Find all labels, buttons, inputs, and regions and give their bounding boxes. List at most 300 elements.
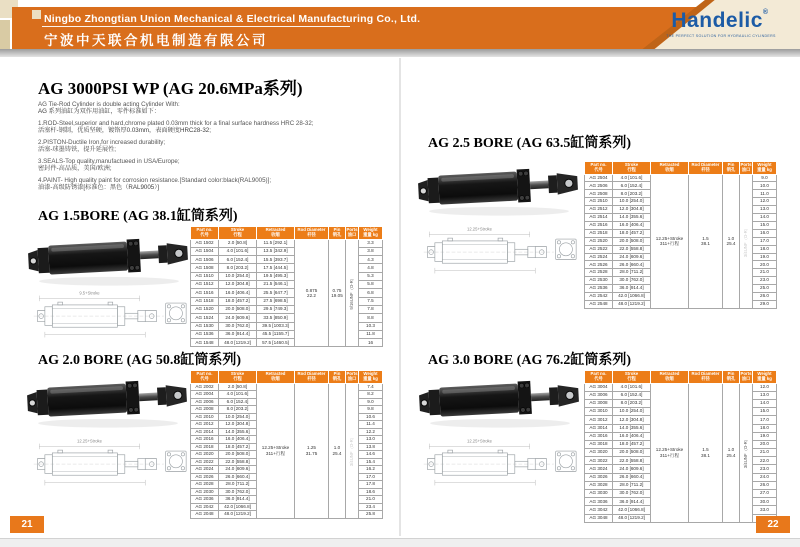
column-header: Pin 销孔 [723, 162, 740, 175]
table-cell: 13.0 [753, 206, 777, 214]
merged-cell: 12.25+Stroke 311+行程 [651, 174, 689, 308]
table-cell: 14.6 [359, 451, 383, 459]
table-cell: 6.0 [152.4] [613, 391, 651, 399]
merged-cell: 3/4UNF（O-R） [346, 383, 359, 518]
merged-cell: 1.5 38.1 [689, 174, 723, 308]
table-cell: AG 1516 [191, 289, 219, 297]
table-cell: 14.0 [753, 399, 777, 407]
section-title-ag30: AG 3.0 BORE (AG 76.2缸筒系列) [428, 353, 631, 368]
table-cell: AG 2008 [191, 406, 219, 414]
intro-line-cn: 活塞-球墨铸铁，提升延展性; [38, 146, 117, 153]
column-header: Ports 油口 [346, 227, 359, 240]
table-cell: AG 2016 [191, 436, 219, 444]
table-cell: 57.5 [1460.5] [257, 339, 295, 347]
intro-line-cn: 活塞杆-钢制，优质坚硬，镀铬厚0.03mm，表面硬度HRC28-32; [38, 127, 211, 134]
table-cell: 25.0 [753, 285, 777, 293]
table-cell: 17.5 [444.5] [257, 264, 295, 272]
table-cell: 48.0 [1219.2] [613, 514, 651, 522]
table-cell: 4.0 [101.6] [219, 247, 257, 255]
section-title-ag20: AG 2.0 BORE (AG 50.8缸筒系列) [38, 353, 241, 368]
column-header: Stroke 行程 [613, 162, 651, 175]
column-header: Retracted 收缩 [651, 162, 689, 175]
table-cell: 18.0 [753, 245, 777, 253]
registered-mark: ® [762, 9, 769, 16]
table-cell: AG 2018 [191, 443, 219, 451]
table-cell: AG 2510 [585, 198, 613, 206]
intro-line-cn: 油漆-高级防锈漆[标准色：黑色（RAL9005）] [38, 184, 160, 191]
table-cell: AG 2014 [191, 428, 219, 436]
table-cell: 22.0 [753, 457, 777, 465]
merged-cell: 12.25+Stroke 311+行程 [257, 383, 295, 518]
technical-drawing [30, 290, 188, 344]
table-cell: 20.0 [753, 440, 777, 448]
merged-cell: 1.0 25.4 [329, 383, 346, 518]
table-cell: AG 2524 [585, 253, 613, 261]
column-header: Pin 销孔 [723, 371, 740, 384]
table-cell: AG 1502 [191, 239, 219, 247]
table-cell: 20.0 [753, 261, 777, 269]
spec-table-ag25 [584, 161, 777, 309]
column-header: Retracted 收缩 [257, 227, 295, 240]
table-cell: 42.0 [1066.8] [613, 506, 651, 514]
table-cell: 6.0 [152.4] [219, 398, 257, 406]
intro-item [38, 139, 386, 154]
table-cell: AG 3036 [585, 498, 613, 506]
intro-item [38, 177, 386, 192]
table-cell: 48.0 [1219.2] [219, 339, 257, 347]
table-cell: 4.0 [101.6] [219, 391, 257, 399]
spec-table-ag15 [190, 226, 383, 347]
table-cell: 10.6 [359, 413, 383, 421]
table-cell: 12.0 [753, 198, 777, 206]
table-cell: 11.5 [292.1] [257, 239, 295, 247]
table-cell: AG 3026 [585, 473, 613, 481]
column-header: Rod Diameter 杆径 [689, 162, 723, 175]
column-header: Part no. 代号 [585, 162, 613, 175]
table-cell: 11.0 [753, 190, 777, 198]
table-cell: AG 2010 [191, 413, 219, 421]
table-cell: 16.2 [359, 466, 383, 474]
merged-cell: 12.25+Stroke 311+行程 [651, 383, 689, 522]
table-cell: 20.0 [508.0] [613, 237, 651, 245]
table-cell: AG 3022 [585, 457, 613, 465]
table-cell: 18.0 [753, 424, 777, 432]
table-cell: 16.0 [753, 229, 777, 237]
table-cell: 26.0 [753, 481, 777, 489]
table-cell: 23.0 [753, 465, 777, 473]
decor-square [0, 20, 10, 50]
table-cell: AG 2002 [191, 383, 219, 391]
table-cell: 10.0 [254.0] [219, 413, 257, 421]
table-cell: AG 2516 [585, 221, 613, 229]
table-cell: 7.4 [359, 383, 383, 391]
merged-cell: 1.5 38.1 [689, 383, 723, 522]
table-cell: 12.0 [753, 383, 777, 391]
table-cell: AG 3012 [585, 416, 613, 424]
table-cell: 15.0 [753, 221, 777, 229]
spec-table [190, 226, 383, 347]
cylinder-photo [24, 364, 192, 432]
table-cell: AG 2528 [585, 269, 613, 277]
table-cell: 20.0 [508.0] [219, 305, 257, 313]
column-header: Ports 油口 [740, 162, 753, 175]
column-header: Retracted 收缩 [651, 371, 689, 384]
table-row [191, 383, 383, 391]
table-cell: 4.8 [359, 264, 383, 272]
table-cell: 9.0 [753, 174, 777, 182]
table-cell: 24.0 [609.6] [613, 465, 651, 473]
table-cell: 3.3 [359, 239, 383, 247]
table-cell: 20.0 [508.0] [613, 449, 651, 457]
table-cell: 28.0 [711.2] [613, 269, 651, 277]
merged-cell: 1.0 25.4 [723, 383, 740, 522]
table-cell: 2.0 [50.8] [219, 383, 257, 391]
table-cell: 36.0 [914.4] [613, 498, 651, 506]
table-cell: 8.0 [203.2] [613, 190, 651, 198]
table-cell: 24.0 [609.6] [219, 466, 257, 474]
table-cell: 2.0 [50.8] [219, 239, 257, 247]
table-cell: 14.0 [355.6] [219, 428, 257, 436]
table-cell: 26.0 [660.4] [613, 261, 651, 269]
table-cell: AG 2512 [585, 206, 613, 214]
table-cell: 14.0 [355.6] [613, 214, 651, 222]
table-cell: AG 2506 [585, 182, 613, 190]
table-cell: AG 2026 [191, 473, 219, 481]
table-cell: AG 1510 [191, 272, 219, 280]
company-name-cn: 宁波中天联合机电制造有限公司 [44, 33, 268, 48]
spec-table [190, 370, 383, 519]
table-cell: 26.0 [660.4] [613, 473, 651, 481]
table-cell: AG 2530 [585, 277, 613, 285]
column-header: Weight 重量 kg [359, 371, 383, 384]
table-cell: 17.0 [753, 416, 777, 424]
column-header: Pin 销孔 [329, 227, 346, 240]
column-header: Part no. 代号 [191, 371, 219, 384]
table-cell: AG 2004 [191, 391, 219, 399]
intro-line-en: 1.ROD-Steel,superior and hard,chrome plated 0.03mm thick for a final surface hardness HRC 28-32; [38, 120, 314, 127]
merged-cell: 3/4UNF（O-R） [740, 174, 753, 308]
table-cell: 17.8 [359, 481, 383, 489]
table-cell: 21.0 [359, 496, 383, 504]
table-cell: 24.0 [753, 473, 777, 481]
table-cell: AG 1508 [191, 264, 219, 272]
intro-line-en: 2.PISTON-Ductile Iron,for increased durability; [38, 139, 166, 146]
intro-text [38, 101, 386, 196]
table-cell: 16.0 [406.4] [219, 289, 257, 297]
intro-line-en: 3.SEALS-Top quality,manufactueed in USA/Europe; [38, 158, 180, 165]
column-header: Stroke 行程 [219, 227, 257, 240]
technical-drawing [30, 438, 188, 492]
section-title-ag25: AG 2.5 BORE (AG 63.5缸筒系列) [428, 136, 631, 151]
table-cell: 30.0 [762.0] [613, 277, 651, 285]
column-header: Pin 销孔 [329, 371, 346, 384]
table-cell: 6.0 [152.4] [613, 182, 651, 190]
technical-drawing [420, 226, 578, 280]
table-cell: 15.4 [359, 458, 383, 466]
table-cell: 30.0 [753, 498, 777, 506]
company-name-en: Ningbo Zhongtian Union Mechanical & Electrical Manufacturing Co., Ltd. [44, 13, 421, 25]
intro-line-en: 4.PAINT- High quality paint for corrosion resistance.[Standard color:black(RAL9005)]; [38, 177, 272, 184]
table-cell: 21.5 [546.1] [257, 281, 295, 289]
table-cell: AG 2542 [585, 292, 613, 300]
table-cell: 14.0 [753, 214, 777, 222]
table-cell: 18.0 [457.2] [219, 297, 257, 305]
decor-square [32, 10, 41, 19]
column-header: Rod Diameter 杆径 [689, 371, 723, 384]
table-cell: AG 2024 [191, 466, 219, 474]
table-cell: AG 1536 [191, 330, 219, 338]
table-cell: 48.0 [1219.2] [613, 300, 651, 308]
spec-table-ag20 [190, 370, 383, 519]
table-cell: AG 3006 [585, 391, 613, 399]
table-cell: AG 2036 [191, 496, 219, 504]
dimension-label: 12.25+Stroke [467, 438, 492, 444]
column-header: Rod Diameter 杆径 [295, 371, 329, 384]
column-header: Part no. 代号 [191, 227, 219, 240]
table-cell: 8.8 [359, 314, 383, 322]
column-header: Weight 重量 kg [359, 227, 383, 240]
page-divider [399, 58, 401, 536]
table-cell: AG 3028 [585, 481, 613, 489]
merged-cell: 0.75 19.05 [329, 239, 346, 347]
logo-text: Handelic [671, 9, 763, 32]
table-cell: 22.0 [558.8] [219, 458, 257, 466]
table-cell: 9.0 [359, 398, 383, 406]
table-cell: AG 3008 [585, 399, 613, 407]
table-cell: AG 2536 [585, 285, 613, 293]
table-cell: AG 2520 [585, 237, 613, 245]
intro-line-cn: 密封件-高品质，美国/欧洲; [38, 165, 112, 172]
table-cell: 19.5 [495.3] [257, 272, 295, 280]
table-cell: 42.0 [1066.8] [219, 503, 257, 511]
divider [42, 26, 350, 27]
table-cell: AG 2030 [191, 488, 219, 496]
table-cell: 3.8 [359, 247, 383, 255]
table-cell: AG 1548 [191, 339, 219, 347]
table-cell: 15.0 [753, 408, 777, 416]
table-cell: AG 2006 [191, 398, 219, 406]
table-cell: AG 2504 [585, 174, 613, 182]
table-cell: AG 2020 [191, 451, 219, 459]
column-header: Retracted 收缩 [257, 371, 295, 384]
table-cell: 10.0 [254.0] [613, 408, 651, 416]
table-cell: 29.5 [749.3] [257, 305, 295, 313]
dimension-label: 12.25+Stroke [467, 226, 492, 232]
table-cell: 27.0 [753, 490, 777, 498]
table-cell: 28.0 [711.2] [613, 481, 651, 489]
table-cell: AG 3010 [585, 408, 613, 416]
cylinder-photo [26, 222, 192, 290]
table-cell: 12.0 [304.8] [613, 416, 651, 424]
table-cell: 18.0 [457.2] [613, 229, 651, 237]
table-cell: 13.0 [359, 436, 383, 444]
table-cell: 11.4 [359, 421, 383, 429]
column-header: Rod Diameter 杆径 [295, 227, 329, 240]
table-cell: 14.0 [355.6] [613, 424, 651, 432]
table-cell: 16.0 [406.4] [219, 436, 257, 444]
cylinder-photo [416, 364, 584, 432]
table-cell: 18.0 [457.2] [613, 440, 651, 448]
table-cell: 8.2 [359, 391, 383, 399]
table-cell: AG 3042 [585, 506, 613, 514]
table-cell: 8.0 [203.2] [219, 406, 257, 414]
handelic-logo [654, 9, 786, 33]
table-cell: AG 3014 [585, 424, 613, 432]
spec-table [584, 161, 777, 309]
column-header: Ports 油口 [346, 371, 359, 384]
table-cell: AG 3016 [585, 432, 613, 440]
table-cell: 17.0 [359, 473, 383, 481]
table-cell: 18.6 [359, 488, 383, 496]
table-cell: 24.0 [609.6] [613, 253, 651, 261]
table-cell: AG 1524 [191, 314, 219, 322]
table-cell: 42.0 [1066.8] [613, 292, 651, 300]
intro-item [38, 158, 386, 173]
table-cell: 13.5 [342.9] [257, 247, 295, 255]
table-cell: 18.0 [457.2] [219, 443, 257, 451]
table-cell: 33.0 [753, 506, 777, 514]
table-cell: AG 2042 [191, 503, 219, 511]
technical-drawing [420, 438, 578, 492]
cylinder-photo [416, 152, 582, 220]
table-cell: AG 2012 [191, 421, 219, 429]
page-number-left: 21 [10, 516, 44, 533]
table-cell: 12.0 [304.8] [219, 421, 257, 429]
merged-cell: 1.0 25.4 [723, 174, 740, 308]
table-cell: 4.0 [101.6] [613, 383, 651, 391]
table-cell: 5.3 [359, 272, 383, 280]
table-cell: 10.0 [753, 182, 777, 190]
table-cell: 16 [359, 339, 383, 347]
table-cell: 36.0 [914.4] [613, 285, 651, 293]
table-row [585, 174, 777, 182]
table-cell: AG 2022 [191, 458, 219, 466]
table-cell: AG 1518 [191, 297, 219, 305]
table-cell: 29.0 [753, 300, 777, 308]
table-cell: AG 1520 [191, 305, 219, 313]
intro-item [38, 101, 386, 116]
table-cell: AG 2526 [585, 261, 613, 269]
column-header: Weight 重量 kg [753, 162, 777, 175]
table-cell: 22.0 [558.8] [613, 245, 651, 253]
table-cell: 10.0 [254.0] [219, 272, 257, 280]
page-title: AG 3000PSI WP (AG 20.6MPa系列) [38, 79, 303, 98]
header-gray-strip [0, 49, 800, 57]
merged-cell: 9/16UNF（O-R） [346, 239, 359, 347]
table-cell: AG 2028 [191, 481, 219, 489]
table-cell: 30.0 [762.0] [613, 490, 651, 498]
table-cell: 12.0 [304.8] [613, 206, 651, 214]
dimension-label: 12.25+Stroke [77, 438, 102, 444]
table-cell: AG 3004 [585, 383, 613, 391]
table-cell: 33.5 [850.9] [257, 314, 295, 322]
table-cell: 23.0 [753, 277, 777, 285]
table-cell: AG 2508 [585, 190, 613, 198]
table-cell: 19.0 [753, 432, 777, 440]
table-cell: 11.8 [359, 330, 383, 338]
merged-cell: 1.25 31.75 [295, 383, 329, 518]
table-cell: 27.5 [698.5] [257, 297, 295, 305]
section-title-ag15: AG 1.5BORE (AG 38.1缸筒系列) [38, 209, 238, 224]
table-cell: AG 3020 [585, 449, 613, 457]
table-cell: 13.0 [753, 391, 777, 399]
table-cell: 21.0 [753, 449, 777, 457]
table-cell: 16.0 [406.4] [613, 432, 651, 440]
merged-cell: 0.875 22.2 [295, 239, 329, 347]
column-header: Weight 重量 kg [753, 371, 777, 384]
dimension-label: 9.5+Stroke [79, 290, 100, 296]
spec-table [584, 370, 777, 523]
table-cell: 19.0 [753, 253, 777, 261]
table-cell: AG 3048 [585, 514, 613, 522]
table-cell: 30.0 [762.0] [219, 488, 257, 496]
table-cell: 8.0 [203.2] [219, 264, 257, 272]
table-cell: 4.0 [101.6] [613, 174, 651, 182]
merged-cell: 3/4UNF（O-R） [740, 383, 753, 522]
table-cell: 12.2 [359, 428, 383, 436]
table-cell: 22.0 [558.8] [613, 457, 651, 465]
table-cell: 7.8 [359, 305, 383, 313]
table-cell: 28.0 [711.2] [219, 481, 257, 489]
table-cell: 45.5 [1155.7] [257, 330, 295, 338]
table-cell: AG 3024 [585, 465, 613, 473]
table-cell: 17.0 [753, 237, 777, 245]
table-cell: 6.8 [359, 289, 383, 297]
spec-table-ag30 [584, 370, 777, 523]
table-row [585, 383, 777, 391]
table-row [191, 239, 383, 247]
table-cell: 16.0 [406.4] [613, 221, 651, 229]
table-cell: 25.8 [359, 511, 383, 519]
table-cell: 26.0 [660.4] [219, 473, 257, 481]
table-cell: 20.0 [508.0] [219, 451, 257, 459]
table-cell: 36.0 [914.4] [219, 496, 257, 504]
column-header: Stroke 行程 [613, 371, 651, 384]
page-number-right: 22 [756, 516, 790, 533]
intro-line-en: AG Tie-Rod Cylinder is double acting Cylinder With: [38, 101, 180, 108]
table-cell: AG 2048 [191, 511, 219, 519]
column-header: Ports 油口 [740, 371, 753, 384]
table-cell: 6.0 [152.4] [219, 256, 257, 264]
table-cell: 10.0 [254.0] [613, 198, 651, 206]
table-cell: 23.4 [359, 503, 383, 511]
table-cell: 5.8 [359, 281, 383, 289]
table-cell: 24.0 [609.6] [219, 314, 257, 322]
table-cell: AG 1512 [191, 281, 219, 289]
table-cell: AG 2518 [585, 229, 613, 237]
table-cell: AG 2514 [585, 214, 613, 222]
table-cell: AG 1504 [191, 247, 219, 255]
table-cell: 25.5 [647.7] [257, 289, 295, 297]
table-cell: 4.3 [359, 256, 383, 264]
table-cell: AG 1506 [191, 256, 219, 264]
table-cell: 9.8 [359, 406, 383, 414]
table-cell: 7.5 [359, 297, 383, 305]
intro-item [38, 120, 386, 135]
table-cell: 10.3 [359, 322, 383, 330]
column-header: Stroke 行程 [219, 371, 257, 384]
intro-line-cn: AG 系列油缸为双作用油缸，零件标准如下： [38, 108, 161, 115]
column-header: Part no. 代号 [585, 371, 613, 384]
table-cell: 30.0 [762.0] [219, 322, 257, 330]
table-cell: 21.0 [753, 269, 777, 277]
table-cell: AG 3018 [585, 440, 613, 448]
table-cell: 12.0 [304.8] [219, 281, 257, 289]
table-cell: AG 2548 [585, 300, 613, 308]
table-cell: 39.5 [1003.3] [257, 322, 295, 330]
table-cell: 48.0 [1219.2] [219, 511, 257, 519]
table-cell: 13.8 [359, 443, 383, 451]
